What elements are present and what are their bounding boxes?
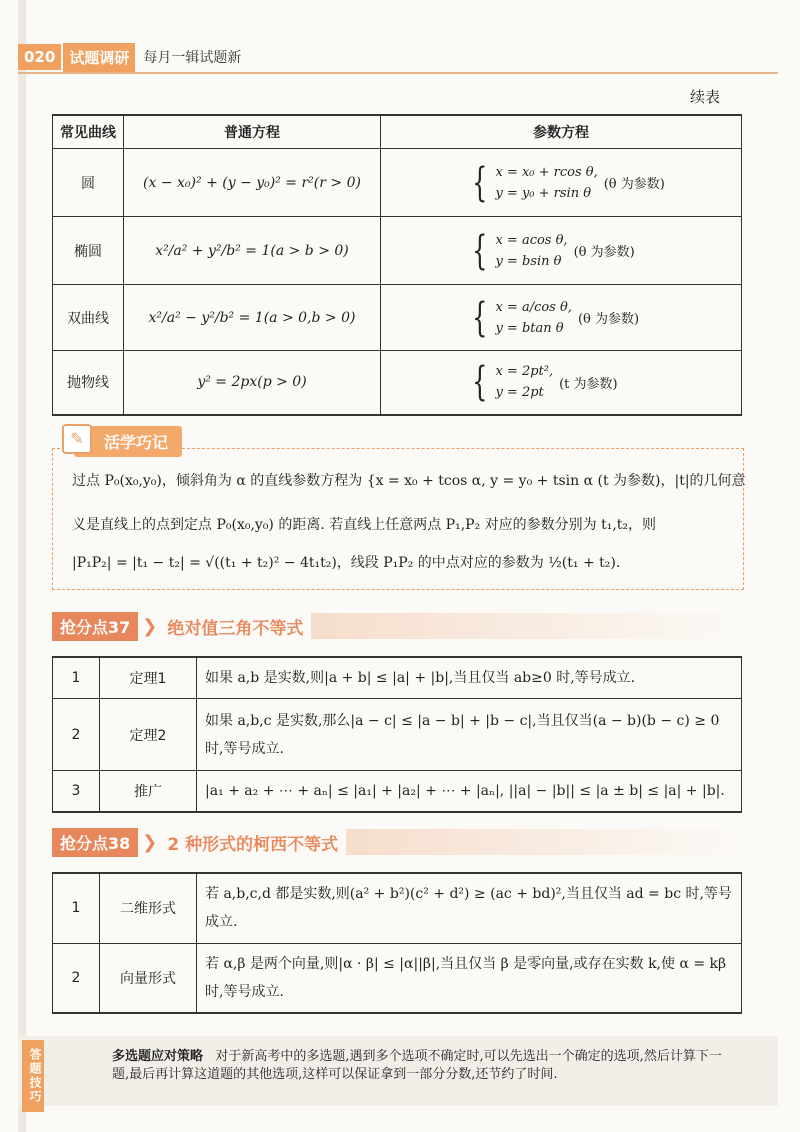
- row-name: 推广: [100, 771, 197, 813]
- section-38-table: [52, 872, 742, 1014]
- row-content: 如果 a,b 是实数,则|a + b| ≤ |a| + |b|,当且仅当 ab≥0 时,等号成立.: [197, 657, 742, 699]
- param-line: x = 2pt²,: [495, 364, 554, 380]
- table-row: [53, 771, 742, 813]
- general-equation: (x − x₀)² + (y − y₀)² = r²(r > 0): [124, 149, 381, 217]
- header-general: 普通方程: [124, 115, 381, 149]
- section-title: 绝对值三角不等式: [167, 618, 304, 639]
- param-equation: [381, 217, 742, 285]
- continued-label: 续表: [689, 88, 720, 106]
- table-row: [53, 217, 742, 285]
- header-fade: [311, 613, 742, 639]
- footer-text: [112, 1048, 732, 1084]
- curve-name: 双曲线: [53, 285, 124, 351]
- general-equation: x²/a² − y²/b² = 1(a > 0,b > 0): [124, 285, 381, 351]
- curve-name: 圆: [53, 149, 124, 217]
- row-number: 1: [53, 873, 100, 943]
- table-row: [53, 943, 742, 1013]
- table-header-row: [53, 115, 742, 149]
- chevron-right-icon: ❯: [142, 831, 158, 853]
- row-name: 二维形式: [100, 873, 197, 943]
- param-note: (θ 为参数): [603, 177, 665, 192]
- row-content: 若 a,b,c,d 都是实数,则(a² + b²)(c² + d²) ≥ (ac + bd)²,当且仅当 ad = bc 时,等号成立.: [197, 873, 742, 943]
- page-number: 020: [18, 44, 61, 70]
- param-equation: [381, 285, 742, 351]
- row-content: 若 α,β 是两个向量,则|α · β| ≤ |α||β|,当且仅当 β 是零向量,或存在实数 k,使 α = kβ 时,等号成立.: [197, 943, 742, 1013]
- param-line: y = y₀ + rsin θ: [495, 185, 592, 201]
- header-divider: [18, 72, 778, 74]
- param-line: x = x₀ + rcos θ,: [495, 164, 598, 180]
- tip-title: 活学巧记: [74, 426, 182, 457]
- section-badge: 抢分点38: [52, 828, 138, 857]
- header-fade: [346, 829, 742, 855]
- section-38-header: [52, 828, 742, 856]
- table-row: [53, 873, 742, 943]
- table-row: [53, 657, 742, 699]
- section-name: 试题调研: [63, 43, 135, 72]
- table-row: [53, 351, 742, 415]
- curve-name: 抛物线: [53, 351, 124, 415]
- section-badge: 抢分点37: [52, 612, 138, 641]
- brace-icon: {: [472, 359, 488, 406]
- pencil-icon: ✎: [62, 424, 92, 454]
- section-37-header: [52, 612, 742, 640]
- param-line: x = a/cos θ,: [495, 299, 572, 315]
- brace-icon: {: [472, 159, 488, 206]
- param-line: y = btan θ: [495, 320, 564, 336]
- footer-side-label: 答题技巧: [22, 1040, 44, 1112]
- curve-name: 椭圆: [53, 217, 124, 285]
- curve-table: [52, 114, 742, 416]
- header-param: 参数方程: [381, 115, 742, 149]
- row-content: 如果 a,b,c 是实数,那么|a − c| ≤ |a − b| + |b − c|,当且仅当(a − b)(b − c) ≥ 0 时,等号成立.: [197, 699, 742, 771]
- param-note: (θ 为参数): [573, 245, 635, 260]
- tip-line: 义是直线上的点到定点 P₀(x₀,y₀) 的距离. 若直线上任意两点 P₁,P₂ 对应的参数分别为 t₁,t₂，则: [72, 517, 657, 533]
- param-line: y = 2pt: [495, 385, 544, 401]
- param-note: (θ 为参数): [577, 312, 640, 327]
- table-row: [53, 699, 742, 771]
- row-name: 向量形式: [100, 943, 197, 1013]
- chevron-right-icon: ❯: [142, 615, 158, 637]
- param-equation: [381, 351, 742, 415]
- table-row: [53, 285, 742, 351]
- tip-line: 过点 P₀(x₀,y₀)，倾斜角为 α 的直线参数方程为 {x = x₀ + tcos α, y = y₀ + tsin α (t 为参数)，|t|的几何意: [72, 473, 746, 489]
- tip-line: |P₁P₂| = |t₁ − t₂| = √((t₁ + t₂)² − 4t₁t₂)，线段 P₁P₂ 的中点对应的参数为 ½(t₁ + t₂).: [72, 555, 621, 571]
- param-line: y = bsin θ: [495, 253, 562, 269]
- row-name: 定理2: [100, 699, 197, 771]
- page-header: [18, 42, 778, 72]
- param-equation: [381, 149, 742, 217]
- brace-icon: {: [472, 227, 488, 274]
- param-note: (t 为参数): [559, 376, 618, 392]
- section-37-table: [52, 656, 742, 813]
- footer-title: 多选题应对策略: [112, 1049, 204, 1064]
- row-number: 2: [53, 943, 100, 1013]
- param-line: x = acos θ,: [495, 232, 568, 248]
- row-content: |a₁ + a₂ + ⋯ + aₙ| ≤ |a₁| + |a₂| + ⋯ + |aₙ|, ||a| − |b|| ≤ |a ± b| ≤ |a| + |b|.: [197, 771, 742, 813]
- row-name: 定理1: [100, 657, 197, 699]
- brace-icon: {: [472, 294, 488, 341]
- general-equation: y² = 2px(p > 0): [124, 351, 381, 415]
- header-curve: 常见曲线: [53, 115, 124, 149]
- row-number: 3: [53, 771, 100, 813]
- row-number: 2: [53, 699, 100, 771]
- general-equation: x²/a² + y²/b² = 1(a > b > 0): [124, 217, 381, 285]
- page-edge: [18, 0, 26, 1132]
- section-title: 2 种形式的柯西不等式: [167, 834, 339, 855]
- row-number: 1: [53, 657, 100, 699]
- footer-body: 对于新高考中的多选题,遇到多个选项不确定时,可以先选出一个确定的选项,然后计算下一题,最后再计算这道题的其他选项,这样可以保证拿到一部分分数,还节约了时间.: [112, 1049, 722, 1082]
- table-row: [53, 149, 742, 217]
- series-name: 每月一辑试题新: [143, 50, 242, 66]
